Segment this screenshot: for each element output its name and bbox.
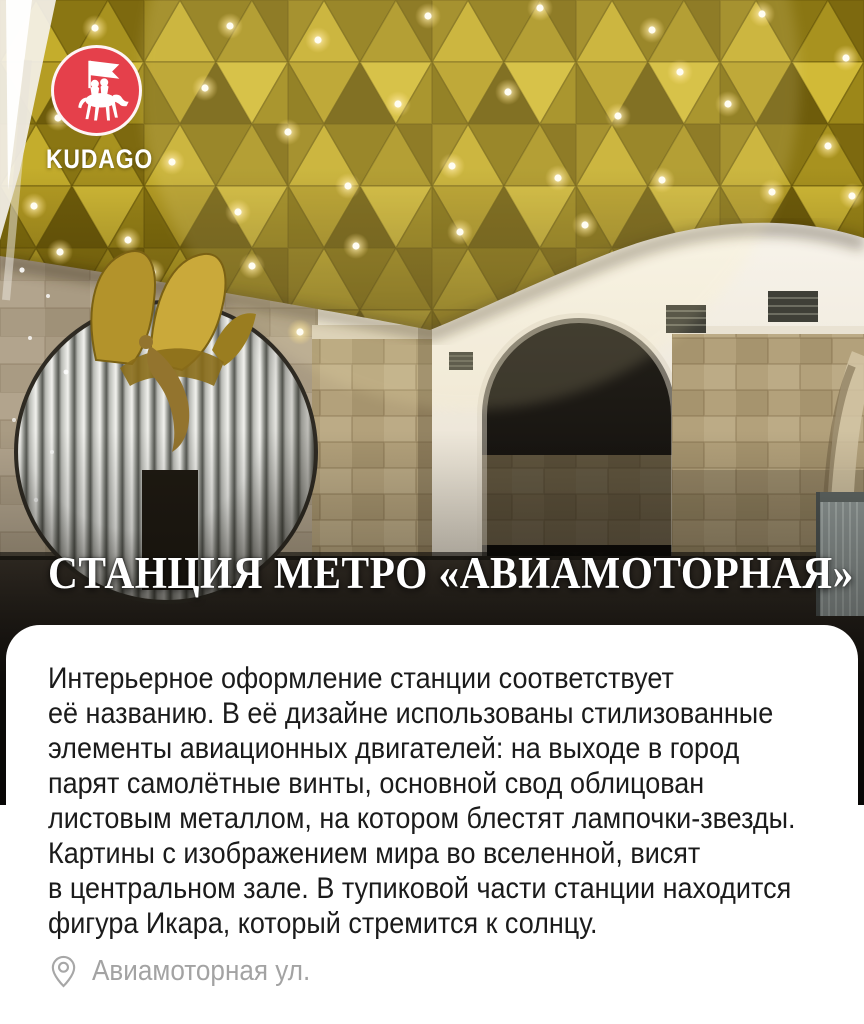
page-title: СТАНЦИЯ МЕТРО «АВИАМОТОРНАЯ» (48, 548, 854, 598)
description-card (6, 625, 858, 1024)
paragraph-line: парят самолётные винты, основной свод облицован (48, 767, 705, 800)
horseman-flag-icon (61, 55, 133, 127)
paragraph-line: её названию. В её дизайне использованы стилизованные (48, 697, 774, 730)
description-text (48, 661, 828, 941)
paragraph-line: листовым металлом, на котором блестят лампочки-звезды. (48, 802, 796, 835)
brand-wordmark: KUDAGO (46, 144, 154, 174)
paragraph-line: элементы авиационных двигателей: на выходе в город (48, 732, 740, 765)
kudago-logo (51, 45, 142, 136)
location-row (48, 954, 828, 989)
paragraph-line: в центральном зале. В тупиковой части станции находится (48, 872, 792, 905)
paragraph-line: Интерьерное оформление станции соответствует (48, 662, 674, 695)
paragraph-line: фигура Икара, который стремится к солнцу. (48, 907, 598, 940)
map-pin-icon (48, 954, 79, 989)
location-label: Авиамоторная ул. (92, 955, 311, 987)
paragraph-line: Картины с изображением мира во вселенной, висят (48, 837, 701, 870)
